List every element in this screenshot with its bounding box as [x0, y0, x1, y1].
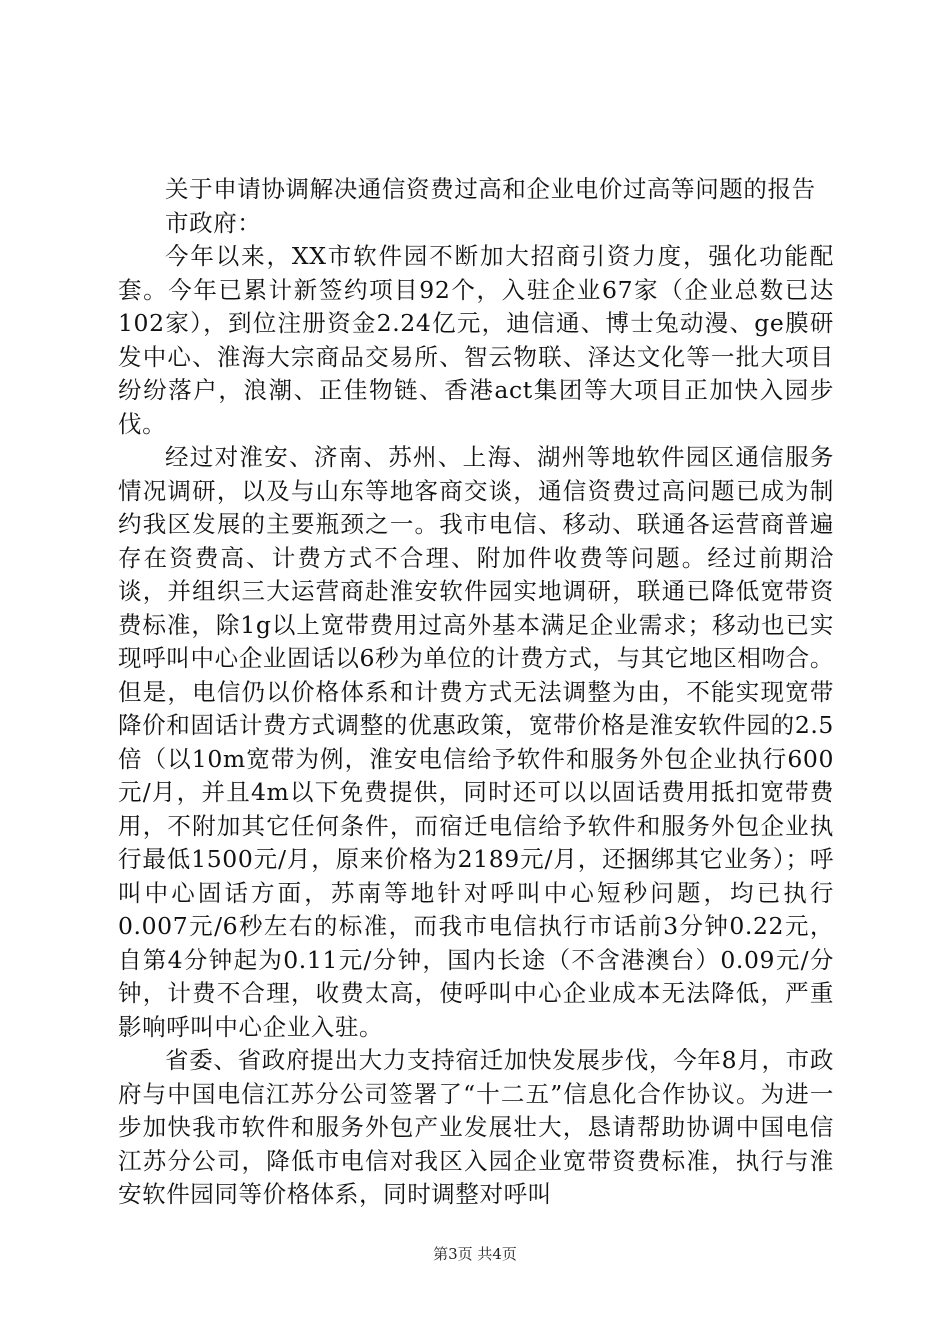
page-number-label: 第3页 共4页: [433, 1245, 517, 1263]
page-footer: [0, 1244, 950, 1264]
document-body: [118, 173, 834, 1212]
salutation: 市政府：: [165, 208, 262, 237]
document-title: 关于申请协调解决通信资费过高和企业电价过高等问题的报告: [165, 175, 816, 203]
paragraph-3: 省委、省政府提出大力支持宿迁加快发展步伐，今年8月，市政府与中国电信江苏分公司签署了“十二五”信息化合作协议。为进一步加快我市软件和服务外包产业发展壮大，恳请帮助协调中国电信江苏分公司，降低市电信对我区入园企业宽带资费标准，执行与淮安软件园同等价格体系，同时调整对呼叫: [118, 1046, 834, 1208]
paragraph-2: 经过对淮安、济南、苏州、上海、湖州等地软件园区通信服务情况调研，以及与山东等地客商交谈，通信资费过高问题已成为制约我区发展的主要瓶颈之一。我市电信、移动、联通各运营商普遍存在资费高、计费方式不合理、附加件收费等问题。经过前期洽谈，并组织三大运营商赴淮安软件园实地调研，联通已降低宽带资费标准，除1g以上宽带费用过高外基本满足企业需求；移动也已实现呼叫中心企业固话以6秒为单位的计费方式，与其它地区相吻合。但是，电信仍以价格体系和计费方式无法调整为由，不能实现宽带降价和固话计费方式调整的优惠政策，宽带价格是淮安软件园的2.5倍（以10m宽带为例，淮安电信给予软件和服务外包企业执行600元/月，并且4m以下免费提供，同时还可以以固话费用抵扣宽带费用，不附加其它任何条件，而宿迁电信给予软件和服务外包企业执行最低1500元/月，原来价格为2189元/月，还捆绑其它业务）；呼叫中心固话方面，苏南等地针对呼叫中心短秒问题，均已执行0.007元/6秒左右的标准，而我市电信执行市话前3分钟0.22元，自第4分钟起为0.11元/分钟，国内长途（不含港澳台）0.09元/分钟，计费不合理，收费太高，使呼叫中心企业成本无法降低，严重影响呼叫中心企业入驻。: [118, 443, 834, 1041]
paragraph-1: 今年以来，XX市软件园不断加大招商引资力度，强化功能配套。今年已累计新签约项目92个，入驻企业67家（企业总数已达102家），到位注册资金2.24亿元，迪信通、博士兔动漫、ge膜研发中心、淮海大宗商品交易所、智云物联、泽达文化等一批大项目纷纷落户，浪潮、正佳物链、香港act集团等大项目正加快入园步伐。: [118, 242, 834, 438]
